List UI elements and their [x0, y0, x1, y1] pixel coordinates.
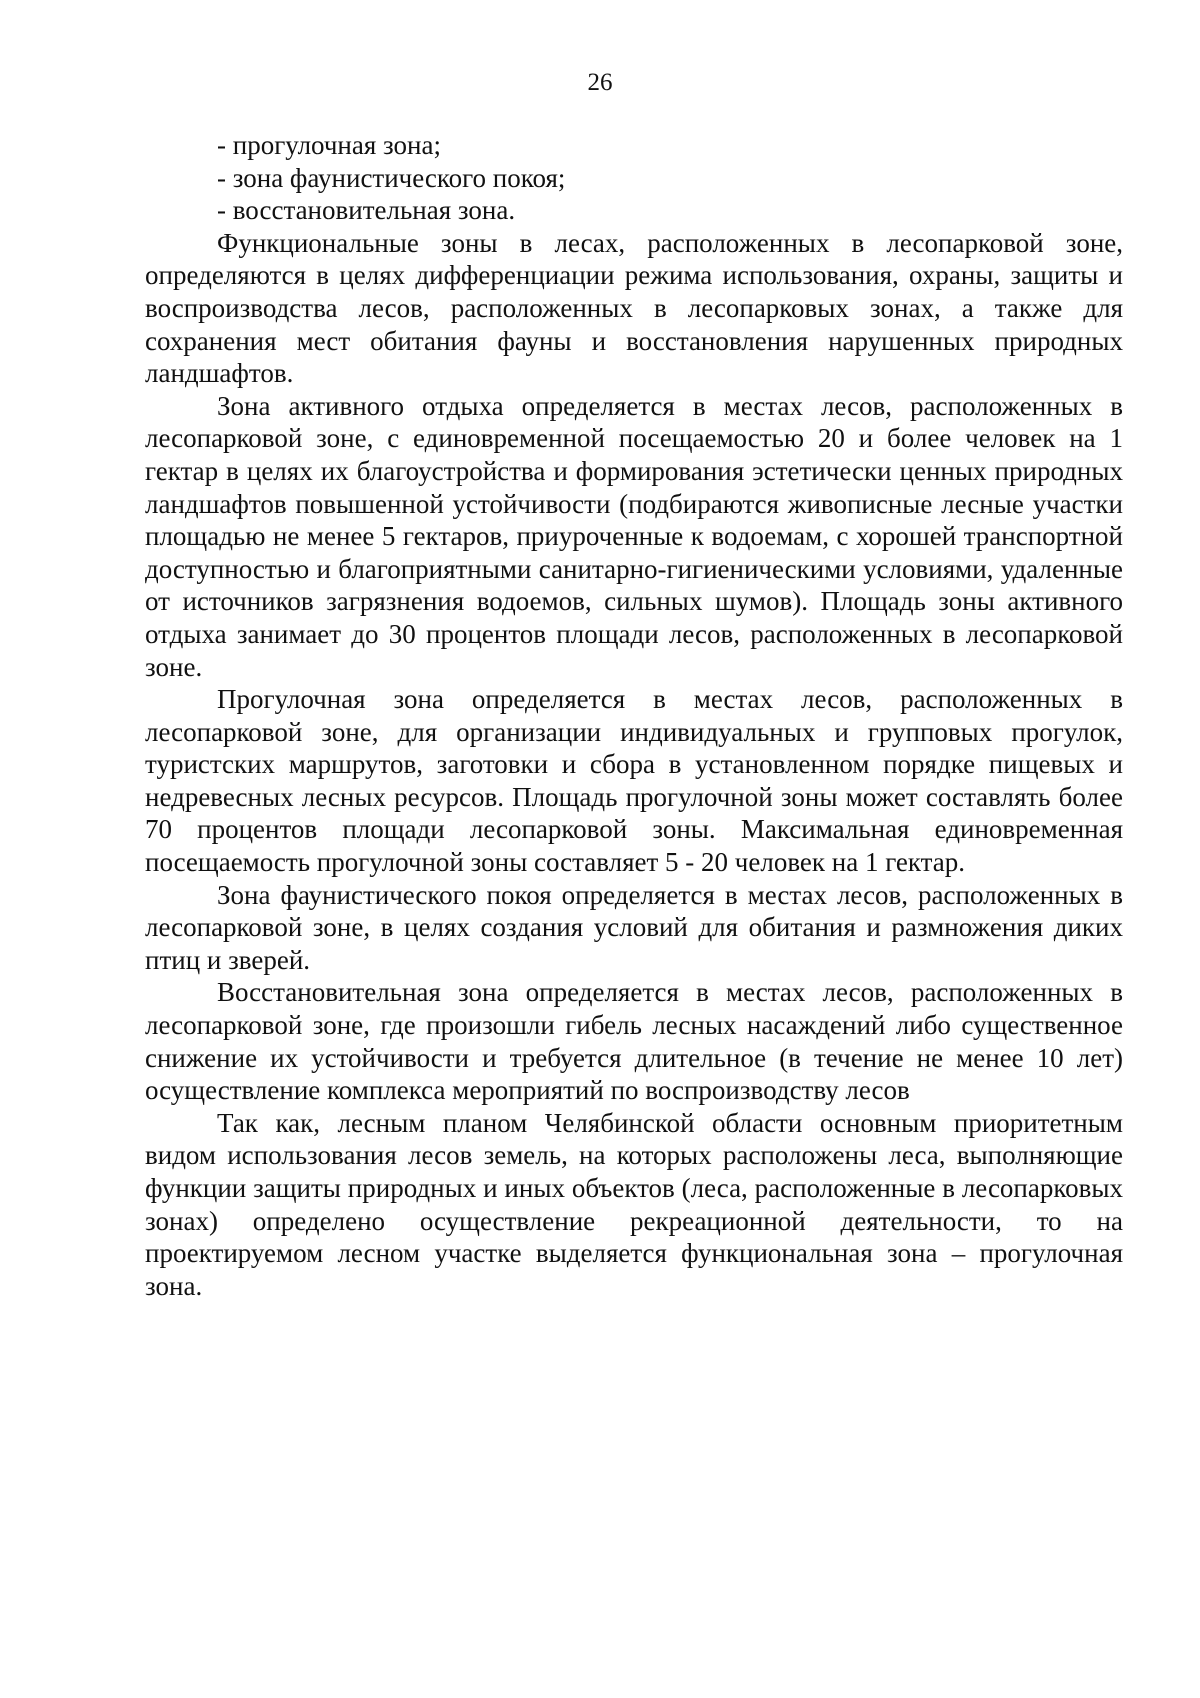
paragraph-walking-zone: Прогулочная зона определяется в местах лесов, расположенных в лесопарковой зоне, для организации индивидуальных и групповых прогулок, туристских маршрутов, заготовки и сбора в установленном порядке пищевых и недревесных лесных ресурсов. Площадь прогулочной зоны может составлять более 70 процентов площади лесопарковой зоны. Максимальная единовременная посещаемость прогулочной зоны составляет 5 - 20 человек на 1 гектар. — [145, 684, 1123, 878]
document-body — [145, 129, 1123, 1302]
paragraph-faunistic-rest-zone: Зона фаунистического покоя определяется в местах лесов, расположенных в лесопарковой зоне, в целях создания условий для обитания и размножения диких птиц и зверей. — [145, 879, 1123, 975]
paragraph-restoration-zone: Восстановительная зона определяется в местах лесов, расположенных в лесопарковой зоне, где произошли гибель лесных насаждений либо существенное снижение их устойчивости и требуется длительное (в течение не менее 10 лет) осуществление комплекса мероприятий по воспроизводству лесов — [145, 977, 1123, 1106]
list-item-faunistic-rest-zone: - зона фаунистического покоя; — [217, 162, 566, 193]
page-number: 26 — [587, 69, 613, 96]
paragraph-conclusion: Так как, лесным планом Челябинской области основным приоритетным видом использования лесов земель, на которых расположены леса, выполняющие функции защиты природных и иных объектов (леса, расположенные в лесопарковых зонах) определено осуществление рекреационной деятельности, то на проектируемом лесном участке выделяется функциональная зона – прогулочная зона. — [145, 1107, 1123, 1301]
list-item-walking-zone: - прогулочная зона; — [217, 130, 441, 160]
paragraph-active-recreation-zone: Зона активного отдыха определяется в местах лесов, расположенных в лесопарковой зоне, с единовременной посещаемостью 20 и более человек на 1 гектар в целях их благоустройства и формирования эстетически ценных природных ландшафтов повышенной устойчивости (подбираются живописные лесные участки площадью не менее 5 гектаров, приуроченные к водоемам, с хорошей транспортной доступностью и благоприятными санитарно-гигиеническими условиями, удаленные от источников загрязнения водоемов, сильных шумов). Площадь зоны активного отдыха занимает до 30 процентов площади лесов, расположенных в лесопарковой зоне. — [145, 390, 1123, 682]
paragraph-functional-zones: Функциональные зоны в лесах, расположенных в лесопарковой зоне, определяются в целях дифференциации режима использования, охраны, защиты и воспроизводства лесов, расположенных в лесопарковых зонах, а также для сохранения мест обитания фауны и восстановления нарушенных природных ландшафтов. — [145, 227, 1123, 389]
list-item-restoration-zone: - восстановительная зона. — [217, 195, 516, 226]
